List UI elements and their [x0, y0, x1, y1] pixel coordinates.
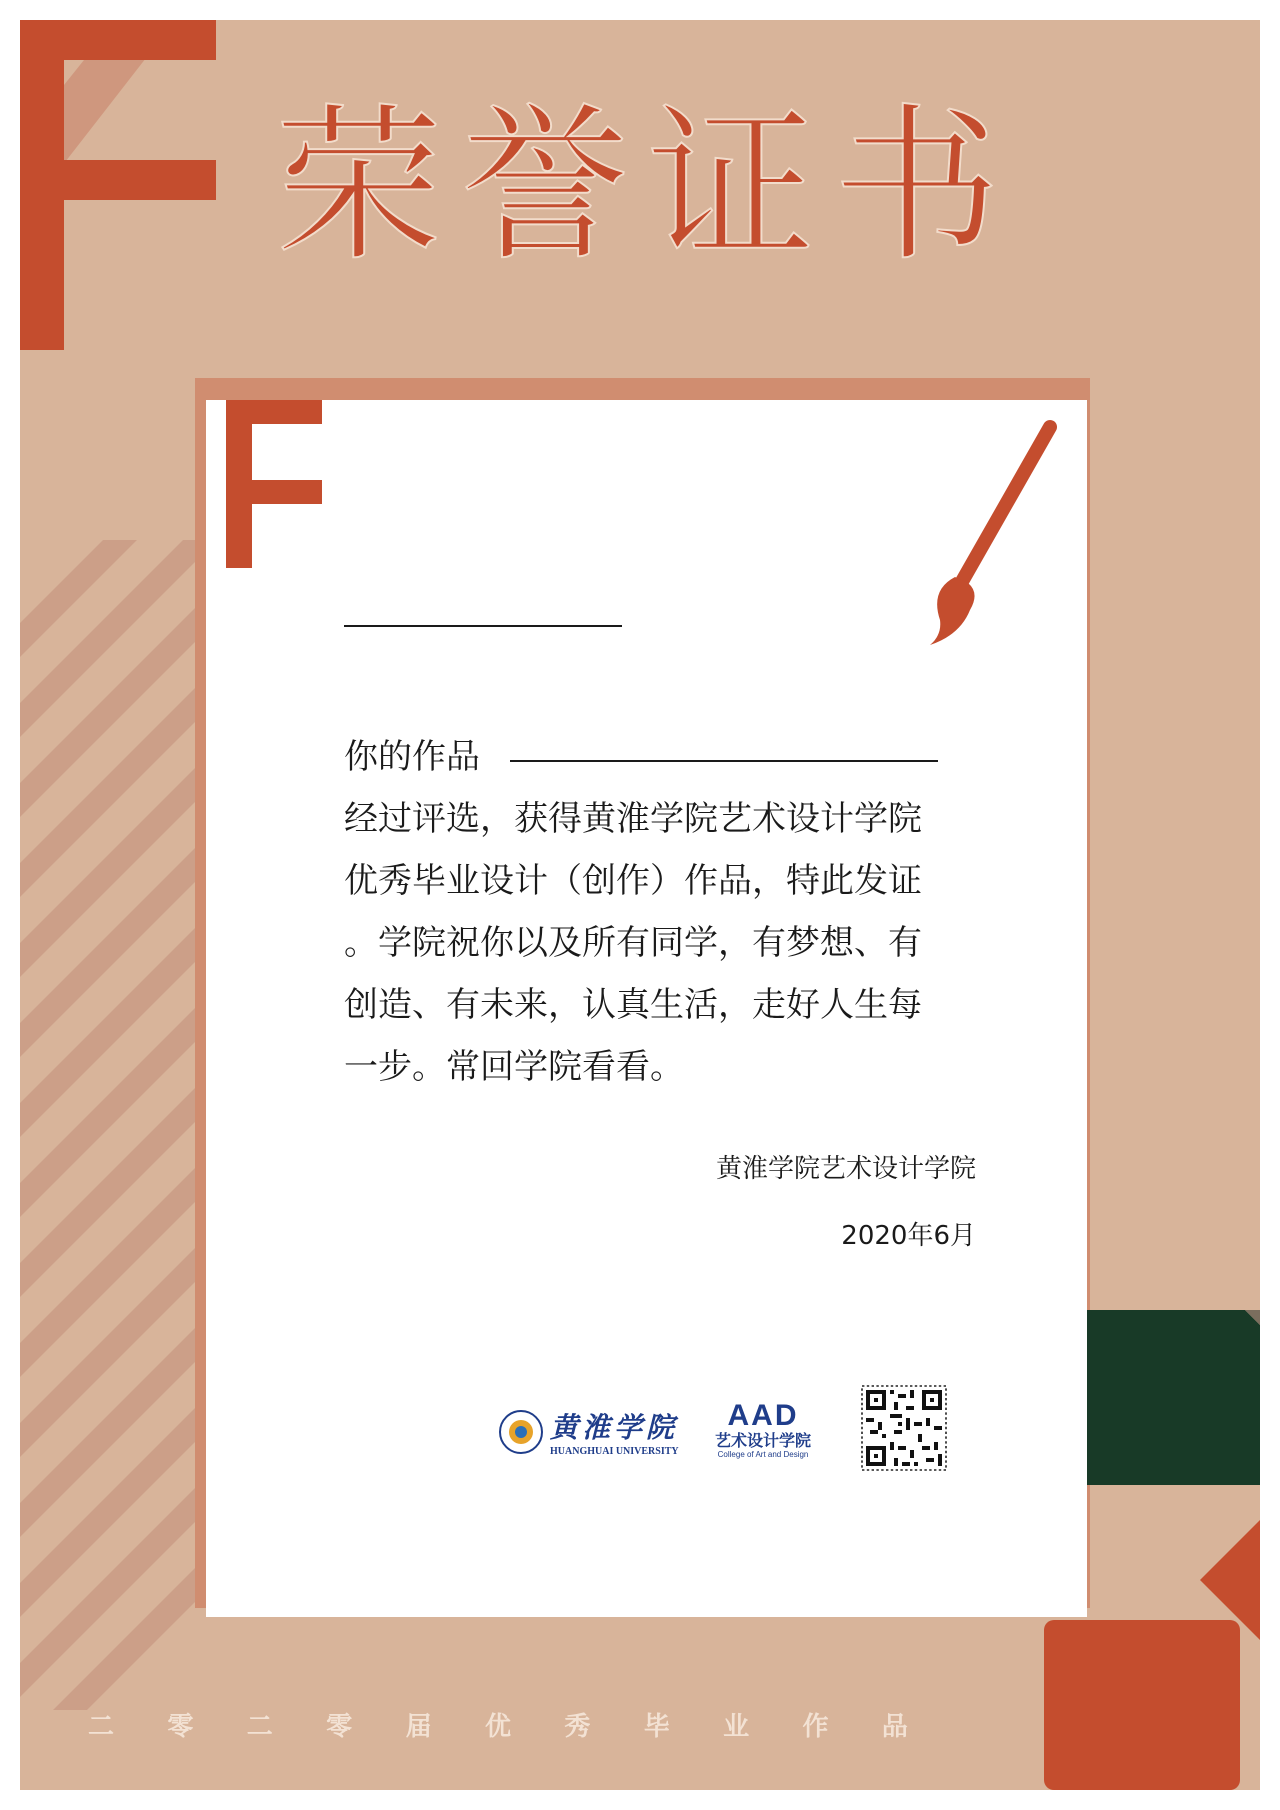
body-line: 。学院祝你以及所有同学，有梦想、有	[344, 923, 922, 963]
footer-char: 二	[246, 1712, 273, 1742]
name-underline	[344, 625, 622, 627]
university-name: 黄淮学院	[550, 1411, 679, 1444]
footer-char: 零	[167, 1712, 194, 1742]
body-line: 一步。常回学院看看。	[344, 1047, 684, 1087]
issue-date: 2020年6月	[841, 1221, 976, 1251]
signer: 黄淮学院艺术设计学院	[715, 1154, 976, 1184]
huanghuai-logo	[498, 1406, 679, 1457]
certificate-title: 荣誉证书	[275, 88, 1019, 284]
aad-name: 艺术设计学院	[715, 1431, 812, 1450]
aad-name-en: College of Art and Design	[717, 1450, 809, 1460]
footer-char: 届	[405, 1712, 432, 1742]
footer-char: 毕	[643, 1712, 670, 1742]
footer-char: 品	[881, 1712, 908, 1742]
letter-f-mark-small	[206, 400, 326, 600]
footer-char: 二	[88, 1712, 115, 1742]
university-emblem-icon	[498, 1409, 544, 1455]
body-line: 你的作品	[344, 737, 480, 777]
aad-logo	[715, 1401, 811, 1459]
footer-char: 业	[723, 1712, 750, 1742]
qr-code	[858, 1382, 950, 1474]
body-line: 优秀毕业设计（创作）作品，特此发证	[344, 861, 922, 901]
brush-icon	[900, 415, 1080, 655]
aad-mark: AAD	[727, 1399, 799, 1432]
university-name-en: HUANGHUAI UNIVERSITY	[550, 1446, 679, 1457]
footer-char: 作	[802, 1712, 829, 1742]
certificate-body	[344, 726, 964, 1098]
body-line: 创造、有未来，认真生活，走好人生每	[344, 985, 922, 1025]
body-line: 经过评选，获得黄淮学院艺术设计学院	[344, 799, 922, 839]
footer-char: 优	[484, 1712, 511, 1742]
certificate-background	[20, 20, 1260, 1790]
footer-slogan	[88, 1706, 908, 1743]
footer-char: 零	[326, 1712, 353, 1742]
footer-char: 秀	[564, 1712, 591, 1742]
